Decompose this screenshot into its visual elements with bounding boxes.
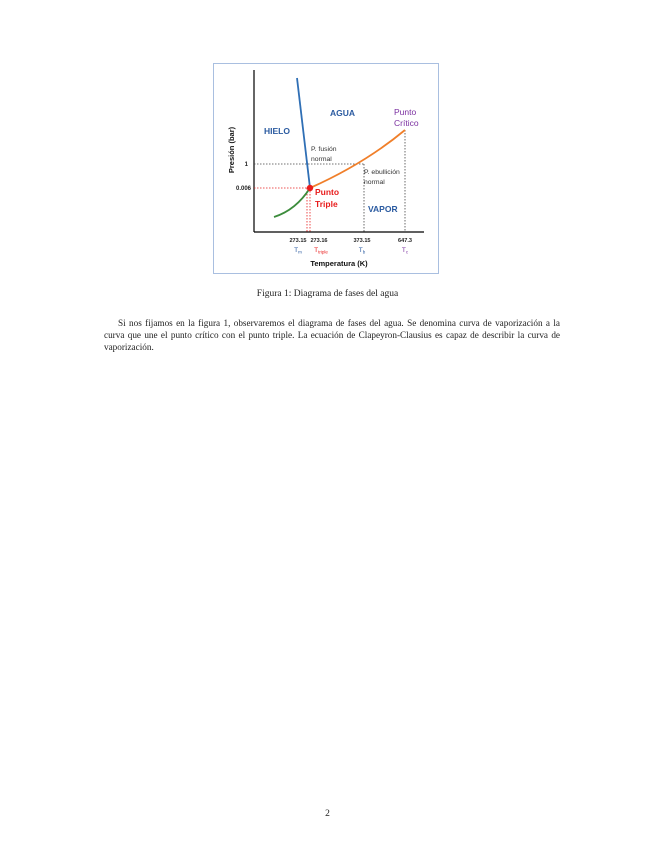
fusion-label-2: normal [311, 156, 332, 163]
ebullicion-label-2: normal [364, 179, 385, 186]
triple-point-marker [307, 185, 313, 191]
region-hielo: HIELO [264, 126, 290, 136]
y-tick-0006: 0.006 [235, 186, 251, 192]
region-vapor: VAPOR [368, 204, 398, 214]
ebullicion-label-1: P. ebullición [364, 169, 400, 176]
x-tick-tc-value: 647.3 [398, 238, 412, 244]
fusion-label-1: P. fusión [311, 146, 337, 153]
x-tick-tb-symbol: $T_b$ [358, 247, 366, 255]
phase-diagram-figure [213, 63, 439, 274]
phase-diagram-chart [214, 64, 440, 275]
x-tick-tb-value: 373.15 [353, 238, 371, 244]
x-tick-tc-symbol: $T_c$ [401, 247, 409, 255]
triple-point-label-1: Punto [315, 187, 340, 197]
x-tick-ttriple-symbol: $T_{triple}$ [314, 247, 328, 255]
x-tick-tm-symbol: $T_m$ [294, 247, 302, 255]
figure-caption: Figura 1: Diagrama de fases del agua [256, 289, 399, 299]
triple-point-label-2: Triple [315, 199, 338, 209]
region-agua: AGUA [330, 108, 356, 118]
x-tick-tm-value: 273.15 [289, 238, 307, 244]
body-paragraph: Si nos fijamos en la figura 1, observaremos el diagrama de fases del agua. Se denomina curva de vaporización a la curva que une el punto crítico con el punto triple. La ecuación de Clapeyron-Clausius es capaz de describir la curva de vaporización. [104, 318, 560, 352]
critical-point-label-2: Crítico [394, 118, 419, 128]
critical-point-label-1: Punto [394, 107, 417, 117]
y-axis-title: Presión (bar) [227, 126, 236, 174]
fusion-curve [297, 78, 310, 188]
page-number: 2 [325, 809, 330, 819]
x-tick-ttriple-value: 273.16 [310, 238, 328, 244]
y-tick-1: 1 [244, 162, 248, 168]
sublimation-curve [274, 188, 310, 217]
x-axis-title: Temperatura (K) [310, 259, 368, 268]
